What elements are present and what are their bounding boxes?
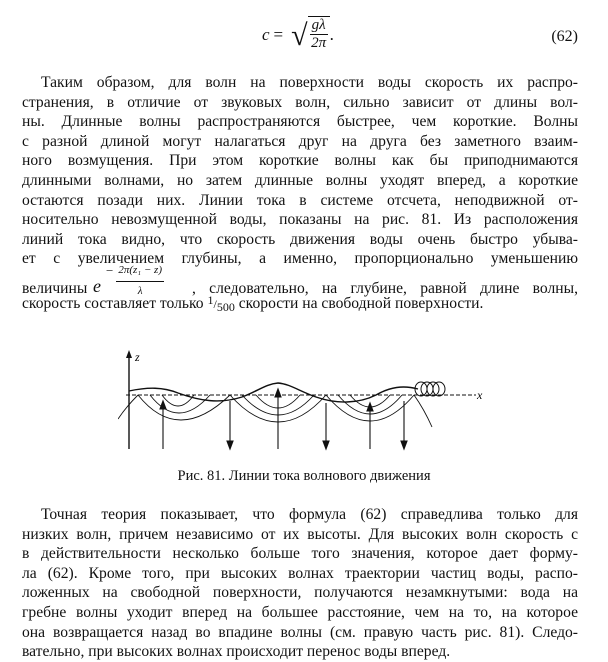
text-line: остаются позади них. Линии тока в системе отсчета, неподвижной от- [22, 191, 578, 209]
text-line: длинными волнами, но затем длинные волны уходят вперед, а короткие [22, 171, 578, 189]
text-line: с разной длиной могут налагаться друг на друга без заметного взаим- [22, 132, 578, 150]
sqrt-icon: √ [291, 19, 308, 52]
text-line: в действительности несколько больше того значения, которое дает форму- [22, 545, 578, 563]
formula-lhs: c [262, 25, 270, 44]
formula-denominator: 2π [311, 35, 327, 51]
text-line: она возвращается назад во впадине волны (см. правую часть рис. 81). Следо- [22, 623, 578, 641]
formula-equals: = [273, 25, 284, 44]
figure-caption: Рис. 81. Линии тока волнового движения [177, 468, 431, 484]
text-line: ет с увеличением глубины, а именно, пропорционально уменьшению [22, 250, 578, 268]
text-line: гребне волны уходит вперед на большее расстояние, чем на то, на которое [22, 603, 578, 621]
text-line: ложенных на свободной поверхности, получаются незамкнутыми: вода на [22, 584, 578, 602]
exp-minus: − [106, 262, 114, 278]
exp-denominator: λ [137, 284, 143, 297]
exp-base: e [93, 275, 101, 296]
formula-period: . [329, 25, 334, 44]
text-fragment: , следовательно, на глубине, равной длине волны, [192, 279, 578, 297]
inline-fraction: $^1/_{500}$ [207, 292, 235, 314]
formula-numerator: gλ [311, 17, 326, 33]
paragraph-2 [22, 505, 578, 662]
formula-radicand [308, 16, 330, 52]
formula [262, 18, 334, 52]
text-fragment: величины [22, 279, 88, 297]
text-fragment: скорости на свободной поверхности. [238, 294, 484, 312]
equation-62 [0, 10, 608, 58]
paragraph-1 [22, 73, 578, 318]
text-line: низких волн, причем независимо от их высоты. Для высоких волн скорость c [22, 525, 578, 543]
streamlines [118, 395, 432, 427]
text-line: Таким образом, для волн на поверхности воды скорость их распро- [41, 74, 578, 91]
equation-number: (62) [551, 28, 578, 45]
exp-numerator: 2π(z₁ − z) [116, 261, 164, 282]
text-line [22, 291, 578, 318]
wave-surface [129, 383, 418, 402]
text-line: ны. Длинные волны распространяются быстрее, чем короткие. Волны [22, 113, 578, 131]
z-axis-label: z [135, 350, 140, 364]
text-line: ного возмущения. При этом короткие волны как бы приподнимаются [22, 152, 578, 170]
text-line: странения, в отличие от звуковых волн, сильно зависит от длины вол- [22, 93, 578, 111]
particle-orbits [415, 382, 445, 396]
fraction-numerator: 1 [207, 292, 214, 307]
text-line: Точная теория показывает, что формула (62) справедлива только для [41, 506, 578, 523]
fraction-denominator: 500 [216, 299, 235, 314]
text-line: ла (62). Кроме того, при высоких волнах траектории частиц воды, распо- [22, 564, 578, 582]
z-axis-arrow-icon [126, 350, 132, 358]
text-line: линий тока видно, что скорость движения воды очень быстро убыва- [22, 230, 578, 248]
figure-81 [118, 349, 490, 455]
text-line: носительно невозмущенной воды, показаны на рис. 81. Из расположения [22, 211, 578, 229]
text-fragment: скорость составляет только [22, 294, 204, 312]
text-line: вательно, при высоких волнах происходит перенос воды вперед. [22, 643, 451, 661]
x-axis-label: x [477, 388, 483, 402]
